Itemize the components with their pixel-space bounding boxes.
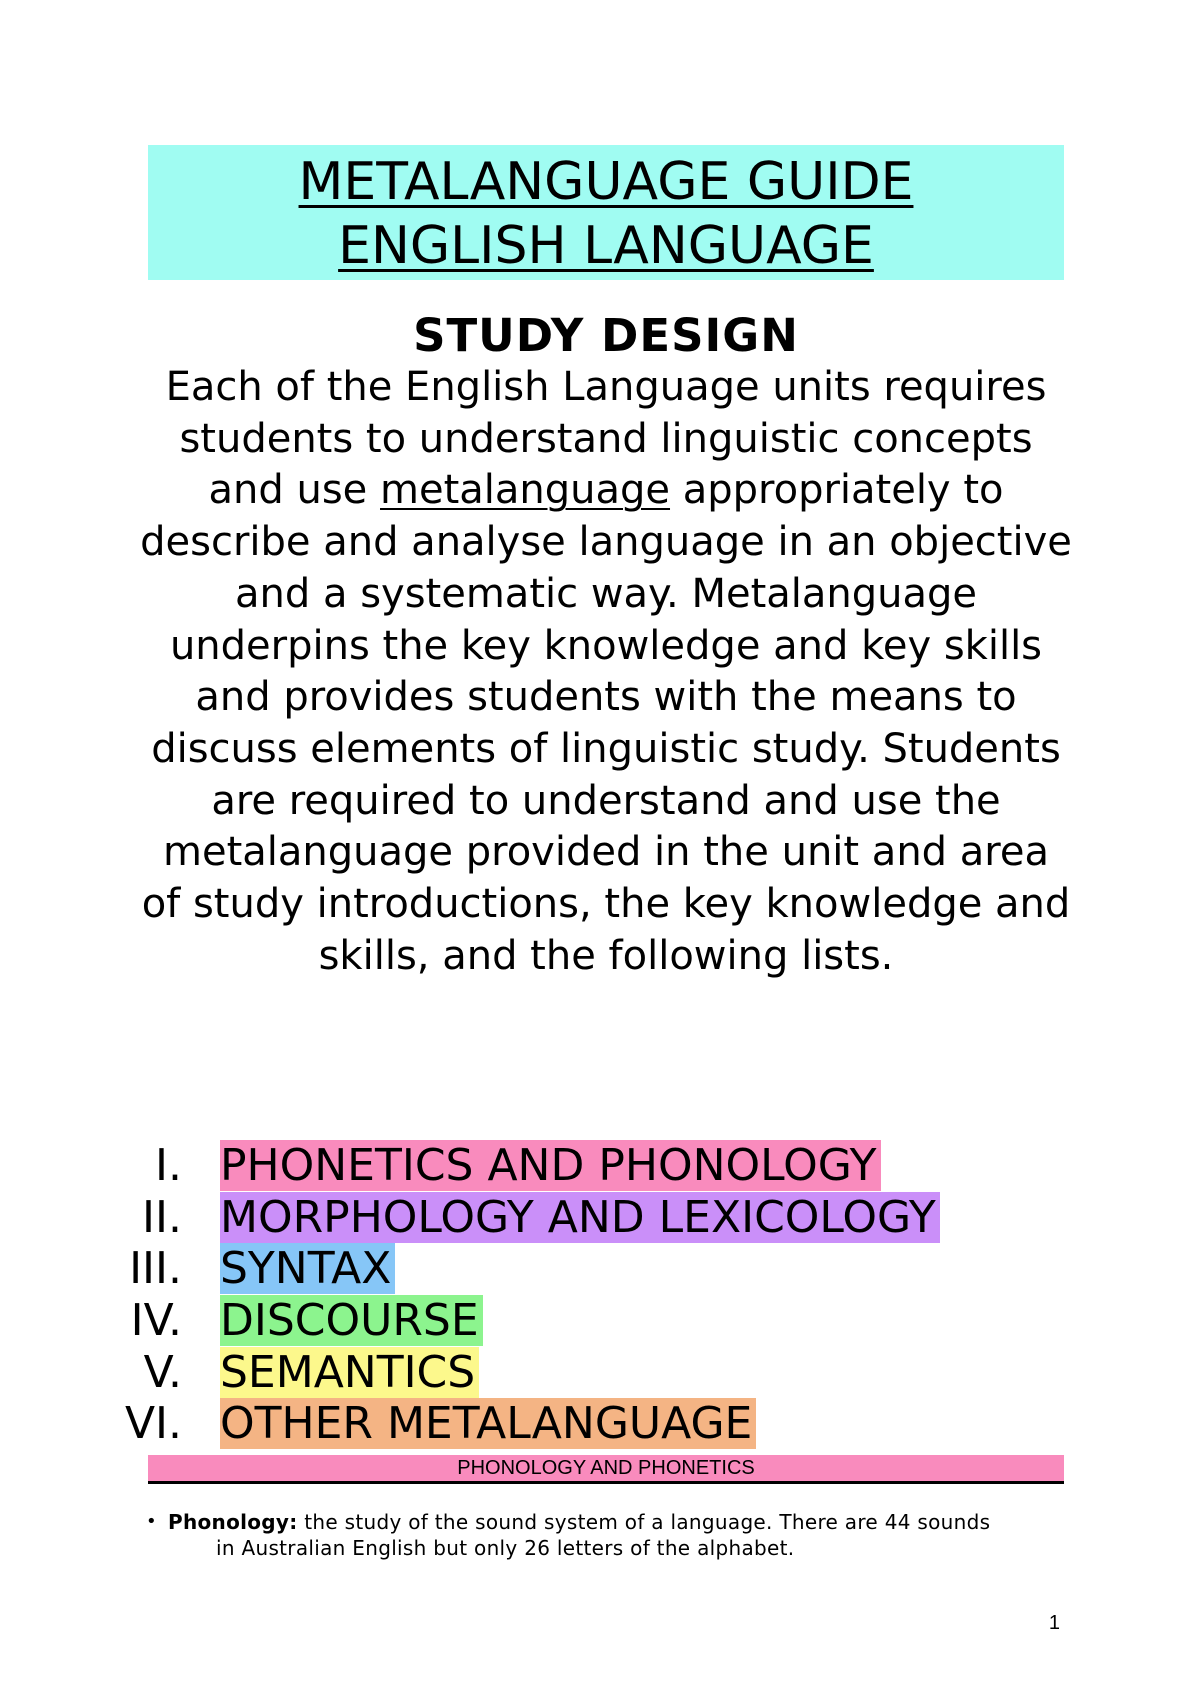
contents-numeral: V.	[143, 1346, 182, 1398]
contents-item	[100, 1398, 1100, 1450]
contents-item	[100, 1295, 1100, 1347]
contents-item	[100, 1243, 1100, 1295]
study-body-text-before: Each of the English Language units requires students to understand linguistic concepts and use	[165, 364, 1047, 514]
contents-label-morphology: MORPHOLOGY AND LEXICOLOGY	[220, 1192, 940, 1243]
contents-numeral: IV.	[130, 1295, 182, 1347]
study-design-body	[140, 362, 1072, 982]
page-number: 1	[1048, 1612, 1060, 1634]
contents-label-phonetics: PHONETICS AND PHONOLOGY	[220, 1140, 881, 1191]
definition-item	[146, 1509, 1076, 1561]
contents-item	[100, 1192, 1100, 1244]
definition-text	[168, 1509, 1076, 1561]
contents-numeral: VI.	[124, 1398, 182, 1450]
study-body-underlined-term: metalanguage	[380, 467, 671, 514]
contents-label-syntax: SYNTAX	[220, 1243, 395, 1294]
contents-numeral: III.	[129, 1243, 182, 1295]
section-heading-bar: PHONOLOGY AND PHONETICS	[148, 1455, 1064, 1484]
definition-line-1: the study of the sound system of a language. There are 44 sounds	[304, 1510, 991, 1534]
contents-item	[100, 1140, 1100, 1192]
contents-item	[100, 1346, 1100, 1398]
contents-numeral: I.	[155, 1140, 182, 1192]
contents-label-other: OTHER METALANGUAGE	[220, 1398, 756, 1449]
study-design-heading: STUDY DESIGN	[413, 309, 799, 362]
title-line-1: METALANGUAGE GUIDE	[298, 152, 914, 212]
contents-label-discourse: DISCOURSE	[220, 1295, 483, 1346]
definition-line-2: in Australian English but only 26 letters of the alphabet.	[216, 1536, 795, 1560]
contents-label-semantics: SEMANTICS	[220, 1347, 479, 1398]
contents-list	[100, 1140, 1100, 1450]
definition-term: Phonology:	[168, 1510, 298, 1534]
study-body-text-after: appropriately to describe and analyse language in an objective and a systematic way. Metalanguage underpins the key knowledge and key skills and provides students with the means to discuss elements of linguistic study. Students are required to understand and use the metalanguage provided in the unit and area of study introductions, the key knowledge and skills, and the following lists.	[140, 467, 1072, 979]
title-box	[148, 145, 1064, 280]
bullet-icon: •	[146, 1511, 157, 1532]
title-line-2: ENGLISH LANGUAGE	[338, 216, 874, 276]
contents-numeral: II.	[142, 1191, 182, 1243]
